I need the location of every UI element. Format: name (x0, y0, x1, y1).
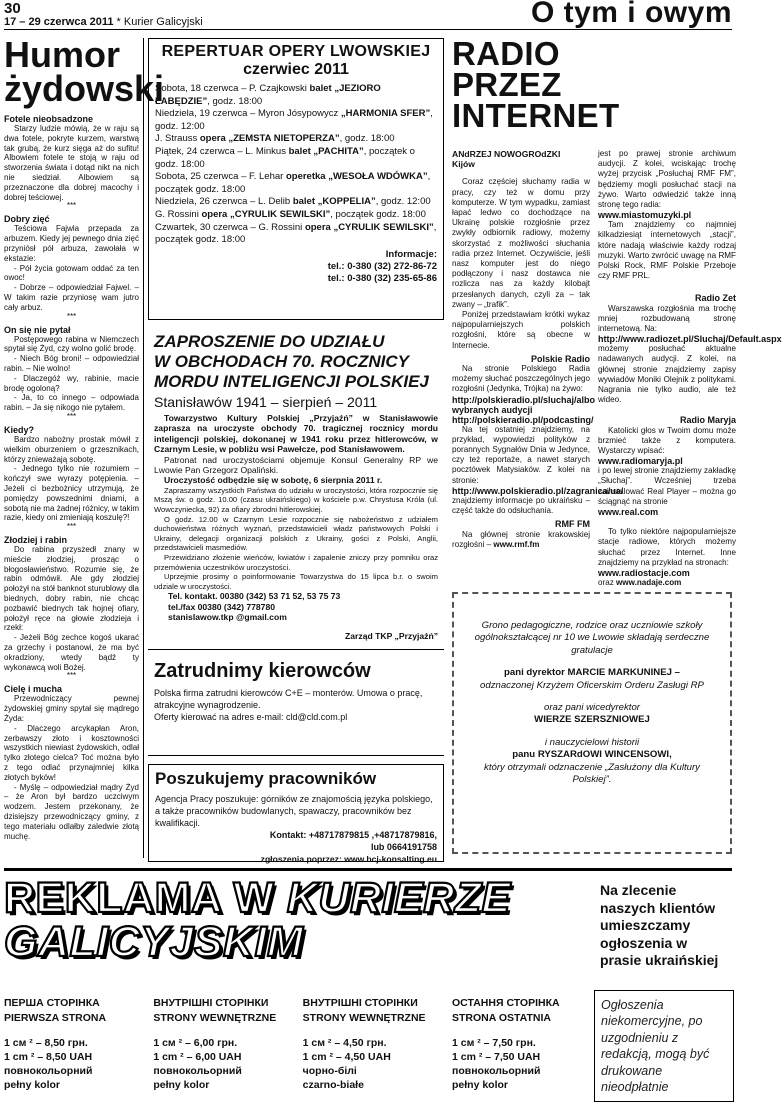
radio-s2-text3: Tam znajdziemy co najmniej kilkadziesiąt internetowych „stacji”, które nadają właściwie każdy rodzaj muzyki. Warto zwrócić uwagę na RMF Polski Rock, RMF Polskie Przeboje czy RMF PRL. (598, 220, 736, 281)
opera-repertoire-box (148, 38, 444, 320)
radio-s1-text: Na stronie Polskiego Radia możemy słuchać poszczególnych jego rozgłośni (Jedynka, Trójka) na żywo: (452, 364, 590, 394)
radio-s1-text3: znajdziemy informacje po ukraińsku – część także do odsłuchania. (452, 495, 590, 516)
opera-entry-post: , początek godz. 18:00 (155, 221, 437, 246)
opera-entry-pre: Sobota, 25 czerwca – F. Lehar (155, 171, 286, 183)
radio-columns (452, 149, 782, 588)
congrats-name3: panu RYSZARdOWI WINCENSOWI, (512, 749, 672, 761)
story-heading: Cielę i mucha (4, 684, 63, 695)
story-paragraph: - Myślę – odpowiedział mądry Żyd – że Aron był bardzo uczciwym wodzem. Jestem przekonany, że dzisiejszy przewodniczący gminy, z tego materiału odlałby zaledwie złotą muchę. (4, 782, 139, 841)
story-paragraph: - Dlaczegóż wy, rabinie, macie brodę ogoloną? (4, 373, 139, 393)
opera-entry-bold: balet „PACHITA” (288, 145, 364, 157)
humor-column (4, 34, 165, 858)
opera-entry (155, 196, 437, 209)
invitation-title-3: MORDU INTELIGENCJI POLSKIEJ (154, 372, 429, 391)
story-heading: Złodziej i rabin (4, 535, 68, 546)
invitation-title-2: W OBCHODACH 70. ROCZNICY (154, 352, 410, 371)
radio-author: ANdRZEJ NOWOGROdZKI (452, 149, 561, 159)
price-heading-h1: ОСТАННЯ СТОРІНКА (451, 997, 560, 1009)
invitation-p2: Patronat nad uroczystościami objemuje Konsul Generalny RP we Lwowie Pan Grzegorz Opaliński. (154, 454, 438, 476)
story-paragraph: - Jednego tylko nie rozumiem – kończył swe wyrazy potępienia. – Jeżeli ci bezbożnicy utrzymują, że pomiędzy powszednimi dniami, a sobotą nie ma żadnej różnicy, w takim razie, kiedy oni zmieniają koszulę?! (4, 464, 139, 523)
opera-entry-bold: opera „CYRULIK SEWILSKI” (201, 208, 331, 220)
story-separator: *** (66, 311, 77, 321)
radio-s3-text: Warszawska rozgłośnia ma trochę mniej rozbudowaną stronę internetową. Na: (598, 303, 736, 334)
ad-title-b: KURIERZE (286, 874, 511, 922)
story-paragraph: - Niech Bóg broni! – odpowiedział rabin. – Nie wolno! (4, 354, 139, 373)
price-heading (153, 996, 293, 1026)
story-paragraph: Teściowa Fajwla przepada za arbuzem. Kiedy jej pewnego dnia zięć przyniósł pół arbuza, zawołała w ekstazie: (4, 224, 139, 263)
ad-title-c: GALICYJSKIM (4, 918, 304, 966)
opera-entry (155, 146, 437, 171)
price-line: 1 см ² – 7,50 грн. (451, 1037, 536, 1049)
radio-intro2: Poniżej przedstawiam krótki wykaz najpopularniejszych polskich rozgłośni, które są obecne w Internecie. (452, 310, 590, 350)
price-line: 1 см ² – 4,50 грн. (302, 1037, 387, 1049)
price-heading-h1: ПЕРША СТОРІНКА (4, 997, 100, 1009)
humor-title-line2: żydowski (4, 68, 165, 109)
invitation-title-1: ZAPROSZENIE DO UDZIAŁU (154, 332, 385, 351)
radio-article (450, 35, 782, 587)
opera-entry-post: , początek godz. 18:00 (330, 208, 426, 220)
page-number: 30 (4, 0, 21, 17)
opera-entry (155, 108, 437, 133)
humor-title (4, 34, 165, 109)
radio-s2-title: RMF FM (555, 519, 590, 530)
congratulations-box (452, 592, 732, 854)
invitation-tel: Tel. kontakt. 00380 (342) 53 71 52, 53 75 73 (168, 591, 341, 602)
story-paragraph: Przewodniczący pewnej żydowskiej gminy spytał się mądrego Żyda: (4, 694, 139, 724)
opera-entry-bold: opera „ZEMSTA NIETOPERZA” (199, 133, 340, 145)
invitation-email: stanislawow.tkp @gmail.com (168, 612, 287, 623)
radio-s1-text2: Na tej ostatniej znajdziemy, na przykład, wypowiedzi polityków z porannych Sygnałów Dnia w Jedynce, czy też reportaże, a nawet starych pocztówek Matysiaków. Z kolei na stronie: (452, 424, 590, 485)
workers-contact: Kontakt: +48717879815 ,+48717879816, (269, 830, 437, 840)
workers-contact2: lub 0664191758 (370, 842, 437, 852)
invitation-subtitle: Stanisławów 1941 – sierpień – 2011 (154, 394, 378, 410)
opera-entry-bold: balet „JEZIORO ŁABĘDZIE” (155, 83, 381, 107)
opera-entry (155, 222, 437, 247)
congrats-order: odznaczonej Krzyżem Oficerskim Orderu Zasługi RP (480, 679, 704, 691)
radio-s1-link3[interactable]: http://www.polskieradio.pl/zagranica/ua/ (452, 485, 624, 496)
congrats-oraz: oraz pani wicedyrektor (544, 702, 640, 714)
invitation-p7: Uprzejmie prosimy o poinformowanie Towarzystwa do 15 lipca b.r. o swoim udziale w uroczystości. (154, 572, 438, 591)
invitation-signature: Zarząd TKP „Przyjaźń” (345, 630, 438, 641)
radio-s2-pre: Na głównej stronie krakowskiej rozgłośni – (452, 529, 590, 549)
congrats-award: który otrzymali odznaczenie „Zasłużony dla Kultury Polskiej”. (484, 761, 700, 786)
radio-col-left (452, 149, 624, 588)
radio-s5-text: To tylko niektóre najpopularniejsze stacje radiowe, których możemy słuchać przez Internet. Inne znajdziemy na przykład na stronach: (598, 527, 736, 567)
invitation-article (148, 328, 444, 650)
section-title: O tym i owym (530, 0, 732, 29)
radio-title-2: PRZEZ INTERNET (452, 66, 620, 134)
advertising-title (4, 876, 594, 964)
opera-entry-bold: balet „KOPPELIA” (292, 196, 376, 208)
opera-entry-pre: G. Rossini (155, 208, 202, 220)
congrats-intro: Grono pedagogiczne, rodzice oraz uczniowie szkoły ogólnokształcącej nr 10 we Lwowie składają serdeczne gratulacje (474, 620, 710, 656)
price-column (452, 996, 592, 1104)
radio-s4-text: Katolicki głos w Twoim domu może brzmieć także z komputera. Wystarczy wpisać: (598, 425, 736, 456)
opera-list (155, 83, 437, 247)
price-line: pełny kolor (4, 1079, 61, 1091)
opera-entry-post: , godz. 18:00 (207, 95, 263, 107)
opera-entry-pre: Piątek, 24 czerwca – L. Minkus (155, 145, 289, 157)
invitation-p1: Towarzystwo Kultury Polskiej „Przyjaźń” w Stanisławowie zaprasza na uroczyste obchody 70. tragicznej rocznicy mordu inteligencji polskiej, dokonanej w 1941 roku przez hitlerowców, w Czarnym Lesie, w pobliżu wsi Pawełcze, pod Stanisławowem. (154, 413, 438, 455)
ad-title-a: REKLAMA W (4, 874, 287, 922)
info-tel2: tel.: 0-380 (32) 235-65-86 (327, 272, 437, 284)
radio-s2-link[interactable]: www.rmf.fm (493, 539, 540, 549)
radio-s4-title: Radio Maryja (679, 415, 736, 426)
invitation-p6: Przewidziano złożenie wieńców, kwiatów i zapalenie zniczy przy pomniku oraz przemówienia uczestników uroczystości. (154, 553, 438, 572)
price-line: 1 cm ² – 8,50 UAH (4, 1051, 93, 1063)
price-heading-h2: PIERWSZA STRONA (4, 1012, 107, 1024)
radio-s4-link[interactable]: www.radiomaryja.pl (598, 456, 683, 467)
date-text: 17 – 29 czerwca 2011 (4, 16, 114, 28)
story-paragraph: - Pół życia gotowam oddać za ten owoc! (4, 263, 139, 283)
price-line: czarno-białe (302, 1079, 364, 1091)
opera-entry (155, 133, 437, 146)
price-line: 1 cm ² – 4,50 UAH (302, 1051, 391, 1063)
radio-s4-text2: i po lewej stronie znajdziemy zakładkę „Słuchaj”. Wcześniej trzeba zainstalować Real Player – można go ściągnąć na stronie (598, 466, 736, 506)
opera-info (155, 249, 437, 285)
drivers-text: Polska firma zatrudni kierowców C+E – monterów. Umowa o pracę, atrakcyjne wynagrodzenie. (154, 688, 423, 710)
opera-title: REPERTUAR OPERY LWOWSKIEJ (161, 43, 431, 60)
radio-s5-line (598, 578, 736, 588)
price-heading-h1: ВНУТРІШНІ СТОРІНКИ (153, 997, 269, 1009)
opera-entry-post: , początek godz. 18:00 (155, 171, 431, 195)
price-heading-h1: ВНУТРІШНІ СТОРІНКИ (302, 997, 418, 1009)
radio-intro: Coraz częściej słuchamy radia w pracy, czy też w domu przy komputerze. W tym wypadku, zamiast łapać ledwo co dochodzące na Ukrainę polskie rozgłośnie przez zwykły odbiornik radiowy, możemy skorzystać z możliwości słuchania radia przez Internet. Oczywiście, jeśli nasz komputer jest do niego podłączony i nasz dostawca nie rozlicza nas za każdy kilobajt przesłanych danych, czyli za – tak zwany – „trafik”. (452, 177, 590, 309)
price-line: 1 см ² – 6,00 грн. (153, 1037, 238, 1049)
story-separator: *** (66, 201, 77, 211)
workers-ad (148, 764, 444, 862)
newspaper-name: Kurier Galicyjski (123, 16, 203, 28)
noncommercial-box (594, 990, 734, 1102)
story-paragraph: - Ja, to co innego – odpowiada rabin. – Ja się nikogo nie pytałem. (4, 393, 139, 413)
radio-title-1: RADIO (452, 35, 560, 72)
radio-s1-title: Polskie Radio (530, 353, 590, 364)
opera-entry-post: , godz. 18:00 (339, 133, 395, 145)
radio-s2-text (452, 530, 590, 550)
price-line: повнокольорний (451, 1065, 541, 1077)
opera-month: czerwiec 2011 (243, 61, 349, 78)
radio-s2-text2: jest po prawej stronie archiwum audycji. Z kolei, wciskając trochę wyżej przycisk „Posłuchaj RMF FM”, będziemy mogli posłuchać stacji na żywo. Warto odwiedzić także inną stronę tego radia: (598, 149, 736, 210)
opera-entry-post: , godz. 12:00 (375, 196, 431, 208)
opera-entry-pre: Czwartek, 30 czerwca – G. Rossini (155, 221, 305, 233)
radio-s3-title: Radio Zet (694, 293, 736, 304)
congrats-name2: WIERZE SZERSZNIOWEJ (534, 714, 650, 726)
price-heading (452, 996, 592, 1026)
price-line: повнокольорний (4, 1065, 93, 1077)
radio-s2-link2[interactable]: www.miastomuzyki.pl (598, 210, 692, 221)
story-paragraph: - Dlaczego arcykapłan Aron, zerbawszy złoto i kosztowności wszystkich niewiast żydowskich, odlał tylko złotego cielca? Toć można było z tego odlać przynajmniej kilka złotych byków! (4, 723, 139, 782)
workers-web: zgłoszenia poprzez: www.bcj-konsalting.eu (260, 854, 437, 864)
info-label: Informacje: (385, 248, 437, 260)
story-paragraph: Do rabina przyszedł znany w mieście złodziej, prosząc o błogosławieństwo. Rozumie się, że rabin odmówił. Ale gdy złodziej położył na stół banknot sturublowy dla biednych, dobry rabin, nie chcąc pozbawić biednych tak hojnej ofiary, położył ręce na głowie złodzieja i rzekł: (4, 545, 139, 633)
radio-s4-link2[interactable]: www.real.com (598, 507, 659, 518)
opera-entry-post: , początek o godz. 18:00 (155, 145, 415, 170)
page-header (4, 0, 732, 30)
drivers-title: Zatrudnimy kierowców (154, 660, 371, 682)
invitation-p4: Zapraszamy wszystkich Państwa do udziału w uroczystości, która rozpocznie się Mszą św. o godz. 10.00 (czasu ukraińskiego) w kościele p.w. Chrystusa Króla (ul. Wowczyniecka, 92) za ofiary zbrodni hitlerowskiej. (154, 485, 438, 515)
price-list (4, 996, 592, 1104)
price-column (303, 996, 443, 1104)
price-column (4, 996, 144, 1104)
opera-entry-post: , godz. 12:00 (155, 108, 433, 132)
radio-place: Kijów (452, 159, 475, 170)
info-tel1: tel.: 0-380 (32) 272-86-72 (327, 260, 437, 272)
opera-entry-pre: Niedziela, 26 czerwca – L. Delib (155, 196, 293, 208)
opera-entry (155, 83, 437, 108)
price-heading (4, 996, 144, 1026)
radio-s5-oraz: oraz (598, 577, 614, 587)
invitation-p3: Uroczystość odbędzie się w sobotę, 6 sierpnia 2011 r. (164, 475, 383, 486)
opera-entry-bold: „HARMONIA SFER” (340, 108, 431, 120)
invitation-fax: tel./fax 00380 (342) 778780 (168, 601, 276, 612)
story-paragraph: - Jeżeli Bóg zechce kogoś ukarać za grzechy i postanowi, że ma być okradziony, wtedy bądź ty wykonawcą woli Bożej. (4, 633, 139, 672)
price-line: 1 cm ² – 6,00 UAH (153, 1051, 242, 1063)
price-heading-h2: STRONY WEWNĘTRZNE (153, 1012, 277, 1024)
invitation-p5: O godz. 12.00 w Czarnym Lesie rozpocznie się nabożeństwo z udziałem duchowieństwa różnych wyznań, przedstawicieli władz państwowych Polski i Ukrainy, delegacji organizacji polskich z Ukrainy, gości z Polski, Anglii, przedstawicieli masmediów. (154, 514, 438, 553)
opera-entry-pre: Niedziela, 19 czerwca – Myron Jósypowycz (155, 108, 341, 120)
story-heading: Fotele nieobsadzone (4, 114, 94, 124)
workers-text: Agencja Pracy poszukuje: górników ze znajomością języka polskiego, a także pracowników budowlanych, spawaczy, pracowników bez kwalifikacji. (155, 794, 433, 828)
story-paragraph: - Dobrze – odpowiedział Fajwel. – W takim razie przyniosę wam jutro cały arbuz. (4, 283, 139, 312)
radio-s5-link2[interactable]: www.nadaje.com (616, 577, 682, 587)
opera-entry-pre: Sobota, 18 czerwca – P. Czajkowski (155, 83, 310, 94)
opera-entry (155, 209, 437, 222)
opera-entry-bold: opera „CYRULIK SEWILSKI” (304, 221, 434, 233)
noncommercial-text: Ogłoszenia niekomercyjne, po uzgodnieniu z redakcją, mogą być drukowane nieodpłatnie (601, 998, 710, 1095)
congrats-teacher: i nauczycielowi historii (544, 736, 640, 748)
radio-col-right (598, 149, 782, 588)
price-line: pełny kolor (153, 1079, 210, 1091)
workers-title: Poszukujemy pracowników (155, 769, 377, 788)
story-paragraph: Starzy ludzie mówią, że w raju są dwa fotele, pokryte kurzem, warstwą tak grubą, że kurz sięga aż do sufitu! Albowiem fotele te stoją w raju od stworzenia świata i dotąd nikt na nich nie siedział. Albowiem są przeznaczone dla dobrej macochy i dobrej teściowej. (4, 124, 139, 202)
opera-entry-pre: J. Strauss (155, 133, 200, 145)
story-separator: *** (66, 411, 77, 421)
price-line: 1 см ² – 8,50 грн. (4, 1037, 88, 1049)
opera-entry-bold: operetka „WESOŁA WDÓWKA” (285, 171, 428, 183)
drivers-ad (148, 656, 444, 756)
radio-s3-text2: możemy posłuchać aktualne nadawanych audycji. Z kolei, na głównej stronie znajdziemy zapisy wywiadów Moniki Olejnik z politykami. Nagrania nie tylko audio, ale też wideo. (598, 344, 736, 405)
date-separator: * (113, 16, 124, 28)
price-line: pełny kolor (451, 1079, 508, 1091)
humor-body (4, 114, 139, 841)
story-separator: *** (66, 671, 77, 681)
story-separator: *** (66, 522, 77, 532)
radio-s5-link1[interactable]: www.radiostacje.com (598, 567, 690, 578)
story-paragraph: Postępowego rabina w Niemczech spytał się Żyd, czy wolno golić brodę. (4, 334, 139, 354)
price-heading-h2: STRONA OSTATNIA (451, 1012, 551, 1024)
story-paragraph: Bardzo nabożny prostak mówił z wielkim oburzeniem o grzesznikach, którzy znieważają sobotę. (4, 434, 139, 464)
story-heading: Dobry zięć (4, 214, 50, 225)
radio-s3-link[interactable]: http://www.radiozet.pl/Sluchaj/Default.aspx (598, 334, 782, 345)
radio-s1-link2[interactable]: http://polskieradio.pl/podcasting/ (452, 414, 594, 425)
humor-title-line1: Humor (4, 34, 120, 75)
price-heading (303, 996, 443, 1026)
story-heading: On się nie pytał (4, 324, 71, 335)
opera-entry (155, 171, 437, 196)
price-line: чорно-білі (302, 1065, 357, 1077)
congrats-name1: pani dyrektor MARCIE MARKUNINEJ – (504, 667, 680, 679)
price-heading-h2: STRONY WEWNĘTRZNE (302, 1012, 426, 1024)
price-column (153, 996, 293, 1104)
radio-title (452, 35, 734, 134)
invitation-title (154, 332, 438, 392)
issue-date (4, 16, 203, 28)
radio-s1-link1[interactable]: http://polskieradio.pl/sluchaj/albo wybranych audycji (452, 394, 596, 415)
price-line: 1 cm ² – 7,50 UAH (451, 1051, 541, 1063)
advertising-note: Na zlecenie naszych klientów umieszczamy ogłoszenia w prasie ukraińskiej (600, 882, 719, 968)
drivers-contact: Oferty kierować na adres e-mail: cld@cld.com.pl (154, 712, 348, 722)
price-line: повнокольорний (153, 1065, 242, 1077)
story-heading: Kiedy? (4, 424, 35, 435)
